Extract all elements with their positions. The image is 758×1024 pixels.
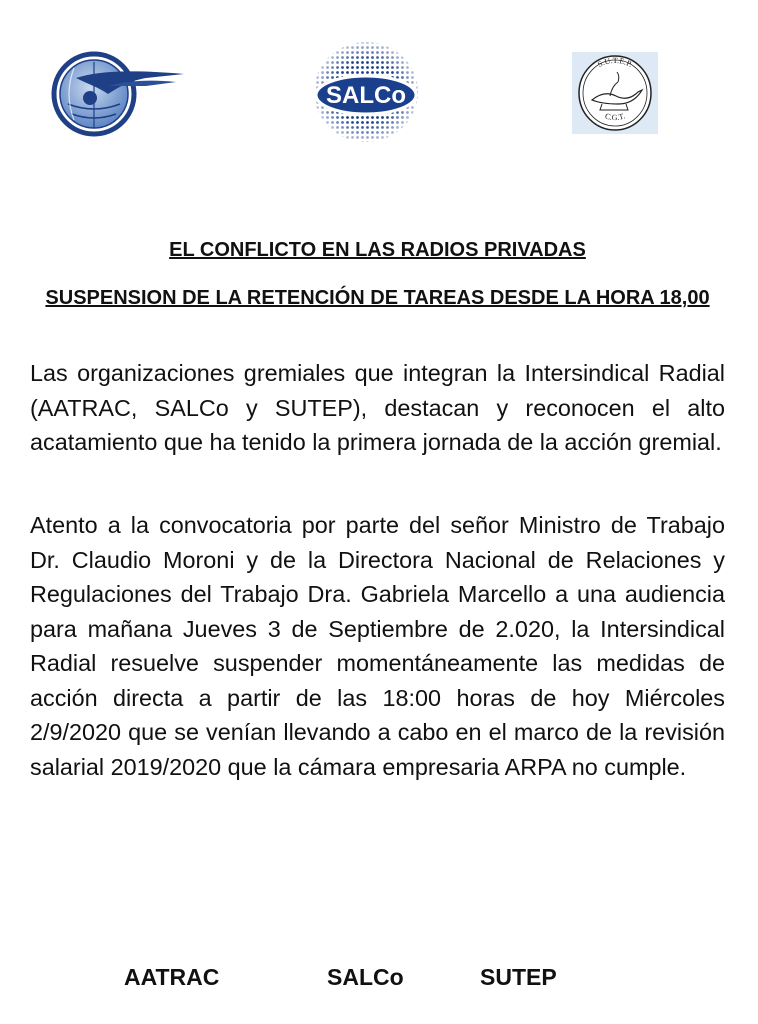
signature-aatrac: AATRAC	[124, 964, 220, 990]
paragraph-2: Atento a la convocatoria por parte del señor Ministro de Trabajo Dr. Claudio Moroni y de la Directora Nacional de Relaciones y Regulaciones del Trabajo Dra. Gabriela Marcello a una audiencia para mañana Jueves 3 de Septiembre de 2.020, la Intersindical Radial resuelve suspender momentáneamente las medidas de acción directa a partir de las 18:00 horas de hoy Miércoles 2/9/2020 que se venían llevando a cabo en el marco de la revisión salarial 2019/2020 que la cámara empresaria ARPA no cumple.	[30, 512, 725, 780]
signature-salco: SALCo	[327, 964, 404, 990]
signature-sutep: SUTEP	[480, 964, 557, 990]
paragraph-1: Las organizaciones gremiales que integran la Intersindical Radial (AATRAC, SALCo y SUTEP), destacan y reconocen el alto acatamiento que ha tenido la primera jornada de la acción gremial.	[30, 360, 725, 455]
sutep-logo	[572, 52, 658, 134]
aatrac-logo	[50, 48, 186, 140]
sutep-top-text: S.U.T.E.P.	[596, 56, 635, 70]
heading-title: EL CONFLICTO EN LAS RADIOS PRIVADAS	[169, 239, 586, 261]
heading-subtitle: SUSPENSION DE LA RETENCIÓN DE TAREAS DESDE LA HORA 18,00	[45, 287, 710, 309]
salco-logo-text: SALCo	[326, 82, 406, 109]
sutep-bottom-text: C.G.T.	[603, 111, 627, 123]
salco-logo	[310, 40, 422, 145]
